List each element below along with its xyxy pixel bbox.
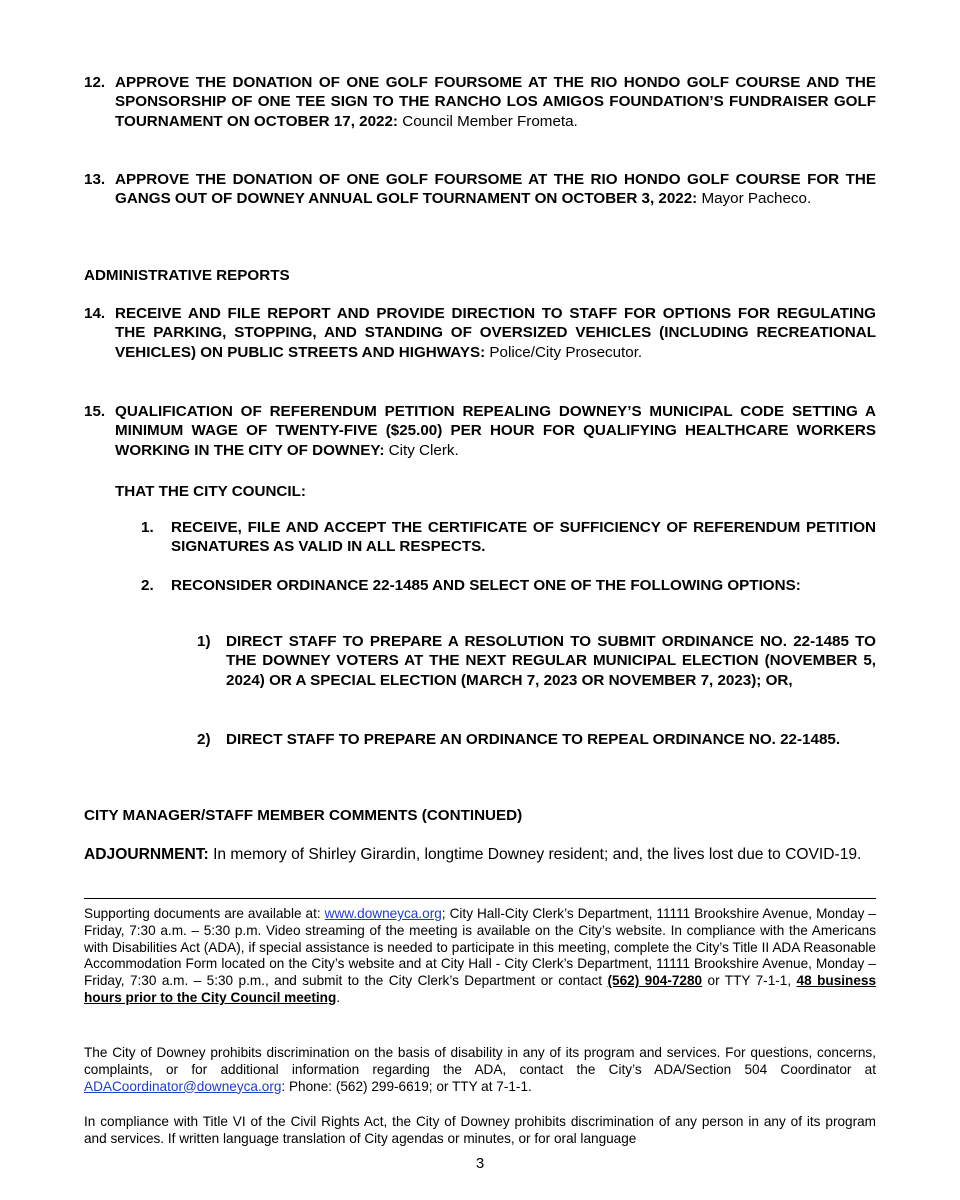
item-presenter: Mayor Pacheco.	[697, 190, 812, 208]
section-heading-administrative-reports: ADMINISTRATIVE REPORTS	[84, 267, 290, 284]
council-step-1	[141, 518, 876, 557]
item-title: APPROVE THE DONATION OF ONE GOLF FOURSOME AT THE RIO HONDO GOLF COURSE AND THE SPONSORSHIP OF ONE TEE SIGN TO THE RANCHO LOS AMIGOS FOUNDATION’S FUNDRAISER GOLF TOURNAMENT ON OCTOBER 17, 2022:	[115, 74, 876, 130]
footnote-text: Supporting documents are available at:	[84, 906, 325, 921]
agenda-item-12	[84, 73, 876, 131]
option-1	[197, 632, 876, 690]
website-link[interactable]: www.downeyca.org	[324, 906, 442, 921]
step-number: 2.	[141, 577, 154, 594]
footnote-text: The City of Downey prohibits discrimination on the basis of disability in any of its program and services. For questions, concerns, complaints, or for additional information regarding the ADA, contact the City’s ADA/Section 504 Coordinator at	[84, 1045, 876, 1077]
item-presenter: Police/City Prosecutor.	[485, 343, 643, 361]
item-presenter: City Clerk.	[384, 441, 459, 459]
footnote-supporting-documents	[84, 906, 876, 1007]
option-2	[197, 730, 876, 749]
deadline-notice: 48 business hours prior to the City Council meeting	[84, 973, 877, 1005]
council-intro: THAT THE CITY COUNCIL:	[115, 483, 306, 500]
page-number: 3	[475, 1155, 485, 1172]
item-title: QUALIFICATION OF REFERENDUM PETITION REPEALING DOWNEY’S MUNICIPAL CODE SETTING A MINIMUM WAGE OF TWENTY-FIVE ($25.00) PER HOUR FOR QUALIFYING HEALTHCARE WORKERS WORKING IN THE CITY OF DOWNEY:	[115, 403, 876, 459]
adjournment	[84, 845, 876, 864]
step-number: 1.	[141, 519, 154, 536]
option-text: DIRECT STAFF TO PREPARE AN ORDINANCE TO REPEAL ORDINANCE NO. 22-1485.	[226, 731, 841, 748]
option-number: 2)	[197, 731, 211, 748]
footnote-text: : Phone: (562) 299-6619; or TTY at 7-1-1.	[281, 1078, 532, 1094]
item-number: 13.	[84, 171, 106, 188]
agenda-item-13	[84, 170, 876, 209]
item-title: RECEIVE AND FILE REPORT AND PROVIDE DIRECTION TO STAFF FOR OPTIONS FOR REGULATING THE PARKING, STOPPING, AND STANDING OF OVERSIZED VEHICLES (INCLUDING RECREATIONAL VEHICLES) ON PUBLIC STREETS AND HIGHWAYS:	[115, 305, 876, 361]
ada-email-link[interactable]: ADACoordinator@downeyca.org	[84, 1078, 282, 1094]
adjournment-label: ADJOURNMENT:	[84, 846, 209, 863]
item-number: 12.	[84, 74, 106, 91]
item-presenter: Council Member Frometa.	[398, 112, 578, 130]
option-number: 1)	[197, 633, 211, 650]
item-number: 14.	[84, 305, 106, 322]
footnote-title-vi: In compliance with Title VI of the Civil Rights Act, the City of Downey prohibits discrimination of any person in any of its program and services. If written language translation of City agendas or minutes, or for oral language	[84, 1114, 876, 1146]
item-number: 15.	[84, 403, 106, 420]
agenda-item-15	[84, 402, 876, 460]
footnote-text: .	[336, 989, 341, 1005]
footnote-text: or TTY 7-1-1,	[702, 973, 797, 989]
step-text: RECEIVE, FILE AND ACCEPT THE CERTIFICATE OF SUFFICIENCY OF REFERENDUM PETITION SIGNATURES AS VALID IN ALL RESPECTS.	[171, 519, 876, 556]
clerk-phone: (562) 904-7280	[607, 973, 703, 989]
adjournment-text: In memory of Shirley Girardin, longtime Downey resident; and, the lives lost due to COVID-19.	[208, 846, 862, 863]
option-text: DIRECT STAFF TO PREPARE A RESOLUTION TO SUBMIT ORDINANCE NO. 22-1485 TO THE DOWNEY VOTERS AT THE NEXT REGULAR MUNICIPAL ELECTION (NOVEMBER 5, 2024) OR A SPECIAL ELECTION (MARCH 7, 2023 OR NOVEMBER 7, 2023); OR,	[226, 633, 876, 689]
agenda-item-14	[84, 304, 876, 362]
footnote-divider	[84, 898, 876, 899]
footnote-ada	[84, 1045, 876, 1095]
step-text: RECONSIDER ORDINANCE 22-1485 AND SELECT ONE OF THE FOLLOWING OPTIONS:	[171, 577, 801, 594]
council-step-2	[141, 576, 876, 595]
section-heading-staff-comments: CITY MANAGER/STAFF MEMBER COMMENTS (CONTINUED)	[84, 807, 523, 824]
footnote-text: ; City Hall-City Clerk’s Department, 11111 Brookshire Avenue, Monday – Friday, 7:30 a.m. – 5:30 p.m. Video streaming of the meeting is available on the City’s website. In compliance with the Americans with Disabilities Act (ADA), if special assistance is needed to participate in this meeting, complete the City’s Title II ADA Reasonable Accommodation Form located on the City’s website and at City Hall - City Clerk’s Department, 11111 Brookshire Avenue, Monday – Friday, 7:30 a.m. – 5:30 p.m., and submit to the City Clerk’s Department or contact	[84, 906, 876, 989]
item-title: APPROVE THE DONATION OF ONE GOLF FOURSOME AT THE RIO HONDO GOLF COURSE FOR THE GANGS OUT OF DOWNEY ANNUAL GOLF TOURNAMENT ON OCTOBER 3, 2022:	[115, 171, 876, 208]
